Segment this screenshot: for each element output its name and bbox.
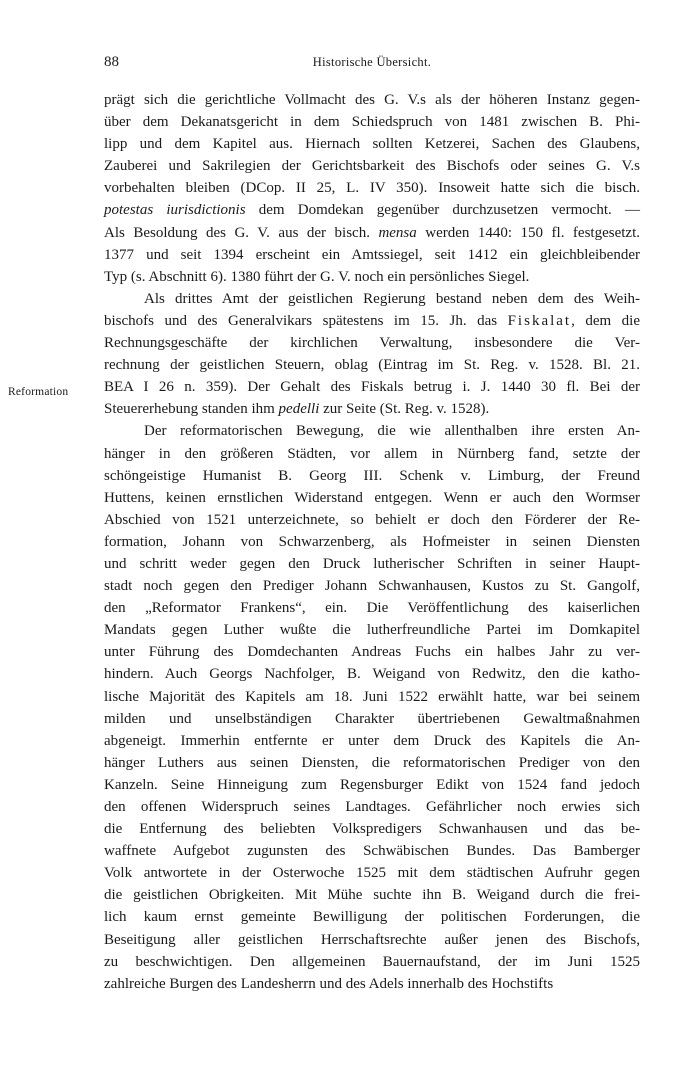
text-line: schöngeistige Humanist B. Georg III. Schenk v. Limburg, der Freund <box>104 467 640 484</box>
text-line: Huttens, keinen ernstlichen Widerstand entgegen. Wenn er auch den Wormser <box>104 489 640 506</box>
text-line: hindern. Auch Georgs Nachfolger, B. Weigand von Redwitz, den die katho- <box>104 666 640 683</box>
text-line: Typ (s. Abschnitt 6). 1380 führt der G. V. noch ein persönliches Siegel. <box>104 268 530 285</box>
text-line: stadt noch gegen den Prediger Johann Schwanhausen, Kustos zu St. Gangolf, <box>104 578 640 595</box>
page-header <box>104 54 640 76</box>
text-line: die geistlichen Obrigkeiten. Mit Mühe suchte ihn B. Weigand durch die frei- <box>104 887 640 904</box>
text-line: bischofs und des Generalvikars spätestens im 15. Jh. das Fiskalat, dem die <box>104 312 640 329</box>
text-line: Volk antwortete in der Osterwoche 1525 mit dem städtischen Aufruhr gegen <box>104 865 640 882</box>
paragraph <box>104 420 640 994</box>
text-line: BEA I 26 n. 359). Der Gehalt des Fiskals betrug i. J. 1440 30 fl. Bei der <box>104 379 640 396</box>
text-line: rechnung der geistlichen Steuern, oblag (Eintrag im St. Reg. v. 1528. Bl. 21. <box>104 357 640 374</box>
text-line: unter Führung des Domdechanten Andreas Fuchs ein halbes Jahr zu ver- <box>104 644 640 661</box>
text-line: abgeneigt. Immerhin entfernte er unter dem Druck des Kapitels die An- <box>104 732 640 749</box>
paragraph <box>104 89 640 288</box>
text-line: zu beschwichtigen. Den allgemeinen Bauernaufstand, der im Juni 1525 <box>104 953 640 970</box>
text-line: Beseitigung aller geistlichen Herrschaftsrechte außer jenen des Bischofs, <box>104 931 640 948</box>
text-line: Steuererhebung standen ihm pedelli zur Seite (St. Reg. v. 1528). <box>104 401 490 418</box>
text-line: den „Reformator Frankens“, ein. Die Veröffentlichung des kaiserlichen <box>104 600 640 617</box>
text-line: den offenen Widerspruch seines Landtages. Gefährlicher noch erwies sich <box>104 799 640 815</box>
text-line: Kanzeln. Seine Hinneigung zum Regensburger Edikt von 1524 fand jedoch <box>104 776 640 793</box>
text-line: Der reformatorischen Bewegung, die wie allenthalben ihre ersten An- <box>144 423 640 440</box>
text-line: Als drittes Amt der geistlichen Regierung bestand neben dem des Weih- <box>144 290 640 307</box>
text-line: prägt sich die gerichtliche Vollmacht des G. V.s als der höheren Instanz gegen- <box>104 92 640 108</box>
paragraph <box>104 288 640 421</box>
text-line: Rechnungsgeschäfte der kirchlichen Verwaltung, insbesondere die Ver- <box>104 335 640 352</box>
text-line: potestas iurisdictionis dem Domdekan gegenüber durchzusetzen vermocht. — <box>104 202 641 219</box>
body-text <box>104 89 640 995</box>
text-line: Zauberei und Sakrilegien der Gerichtsbarkeit des Bischofs oder seines G. V.s <box>104 158 640 175</box>
text-line: lich kaum ernst gemeinte Bewilligung der politischen Forderungen, die <box>104 909 640 926</box>
text-line: lische Majorität des Kapitels am 18. Juni 1522 erwählt hatte, war bei seinem <box>104 688 640 705</box>
text-line: hänger Luthers aus seinen Diensten, die reformatorischen Prediger von den <box>104 754 640 771</box>
margin-note-reformation: Reformation <box>8 386 69 398</box>
running-title: Historische Übersicht. <box>312 55 432 69</box>
text-line: lipp und dem Kapitel aus. Hiernach sollten Ketzerei, Sachen des Glaubens, <box>104 136 640 153</box>
text-line: hänger in den größeren Städten, vor allem in Nürnberg fand, setzte der <box>104 445 640 462</box>
text-line: zahlreiche Burgen des Landesherrn und des Adels innerhalb des Hochstifts <box>104 975 554 992</box>
text-line: formation, Johann von Schwarzenberg, als Hofmeister in seinen Diensten <box>104 533 640 550</box>
text-line: die Entfernung des beliebten Volkspredigers Schwanhausen und das be- <box>104 821 640 838</box>
text-line: vorbehalten bleiben (DCop. II 25, L. IV 350). Insoweit hatte sich die bisch. <box>104 180 640 197</box>
text-line: und schritt weder gegen den Druck lutherischer Schriften in seiner Haupt- <box>104 555 640 572</box>
text-line: waffnete Aufgebot zugunsten des Schwäbischen Bundes. Das Bamberger <box>104 843 640 860</box>
page-number: 88 <box>104 54 119 70</box>
text-line: milden und unselbständigen Charakter übertriebenen Gewaltmaßnahmen <box>104 710 640 727</box>
text-line: Mandats gegen Luther wußte die lutherfreundliche Partei im Domkapitel <box>104 622 640 639</box>
text-line: über dem Dekanatsgericht in dem Schiedspruch von 1481 zwischen B. Phi- <box>104 114 640 131</box>
text-line: Abschied von 1521 unterzeichnete, so behielt er doch den Förderer der Re- <box>104 511 640 528</box>
text-line: Als Besoldung des G. V. aus der bisch. mensa werden 1440: 150 fl. festgesetzt. <box>104 224 640 241</box>
text-line: 1377 und seit 1394 erscheint ein Amtssiegel, seit 1412 ein gleichbleibender <box>104 246 640 263</box>
